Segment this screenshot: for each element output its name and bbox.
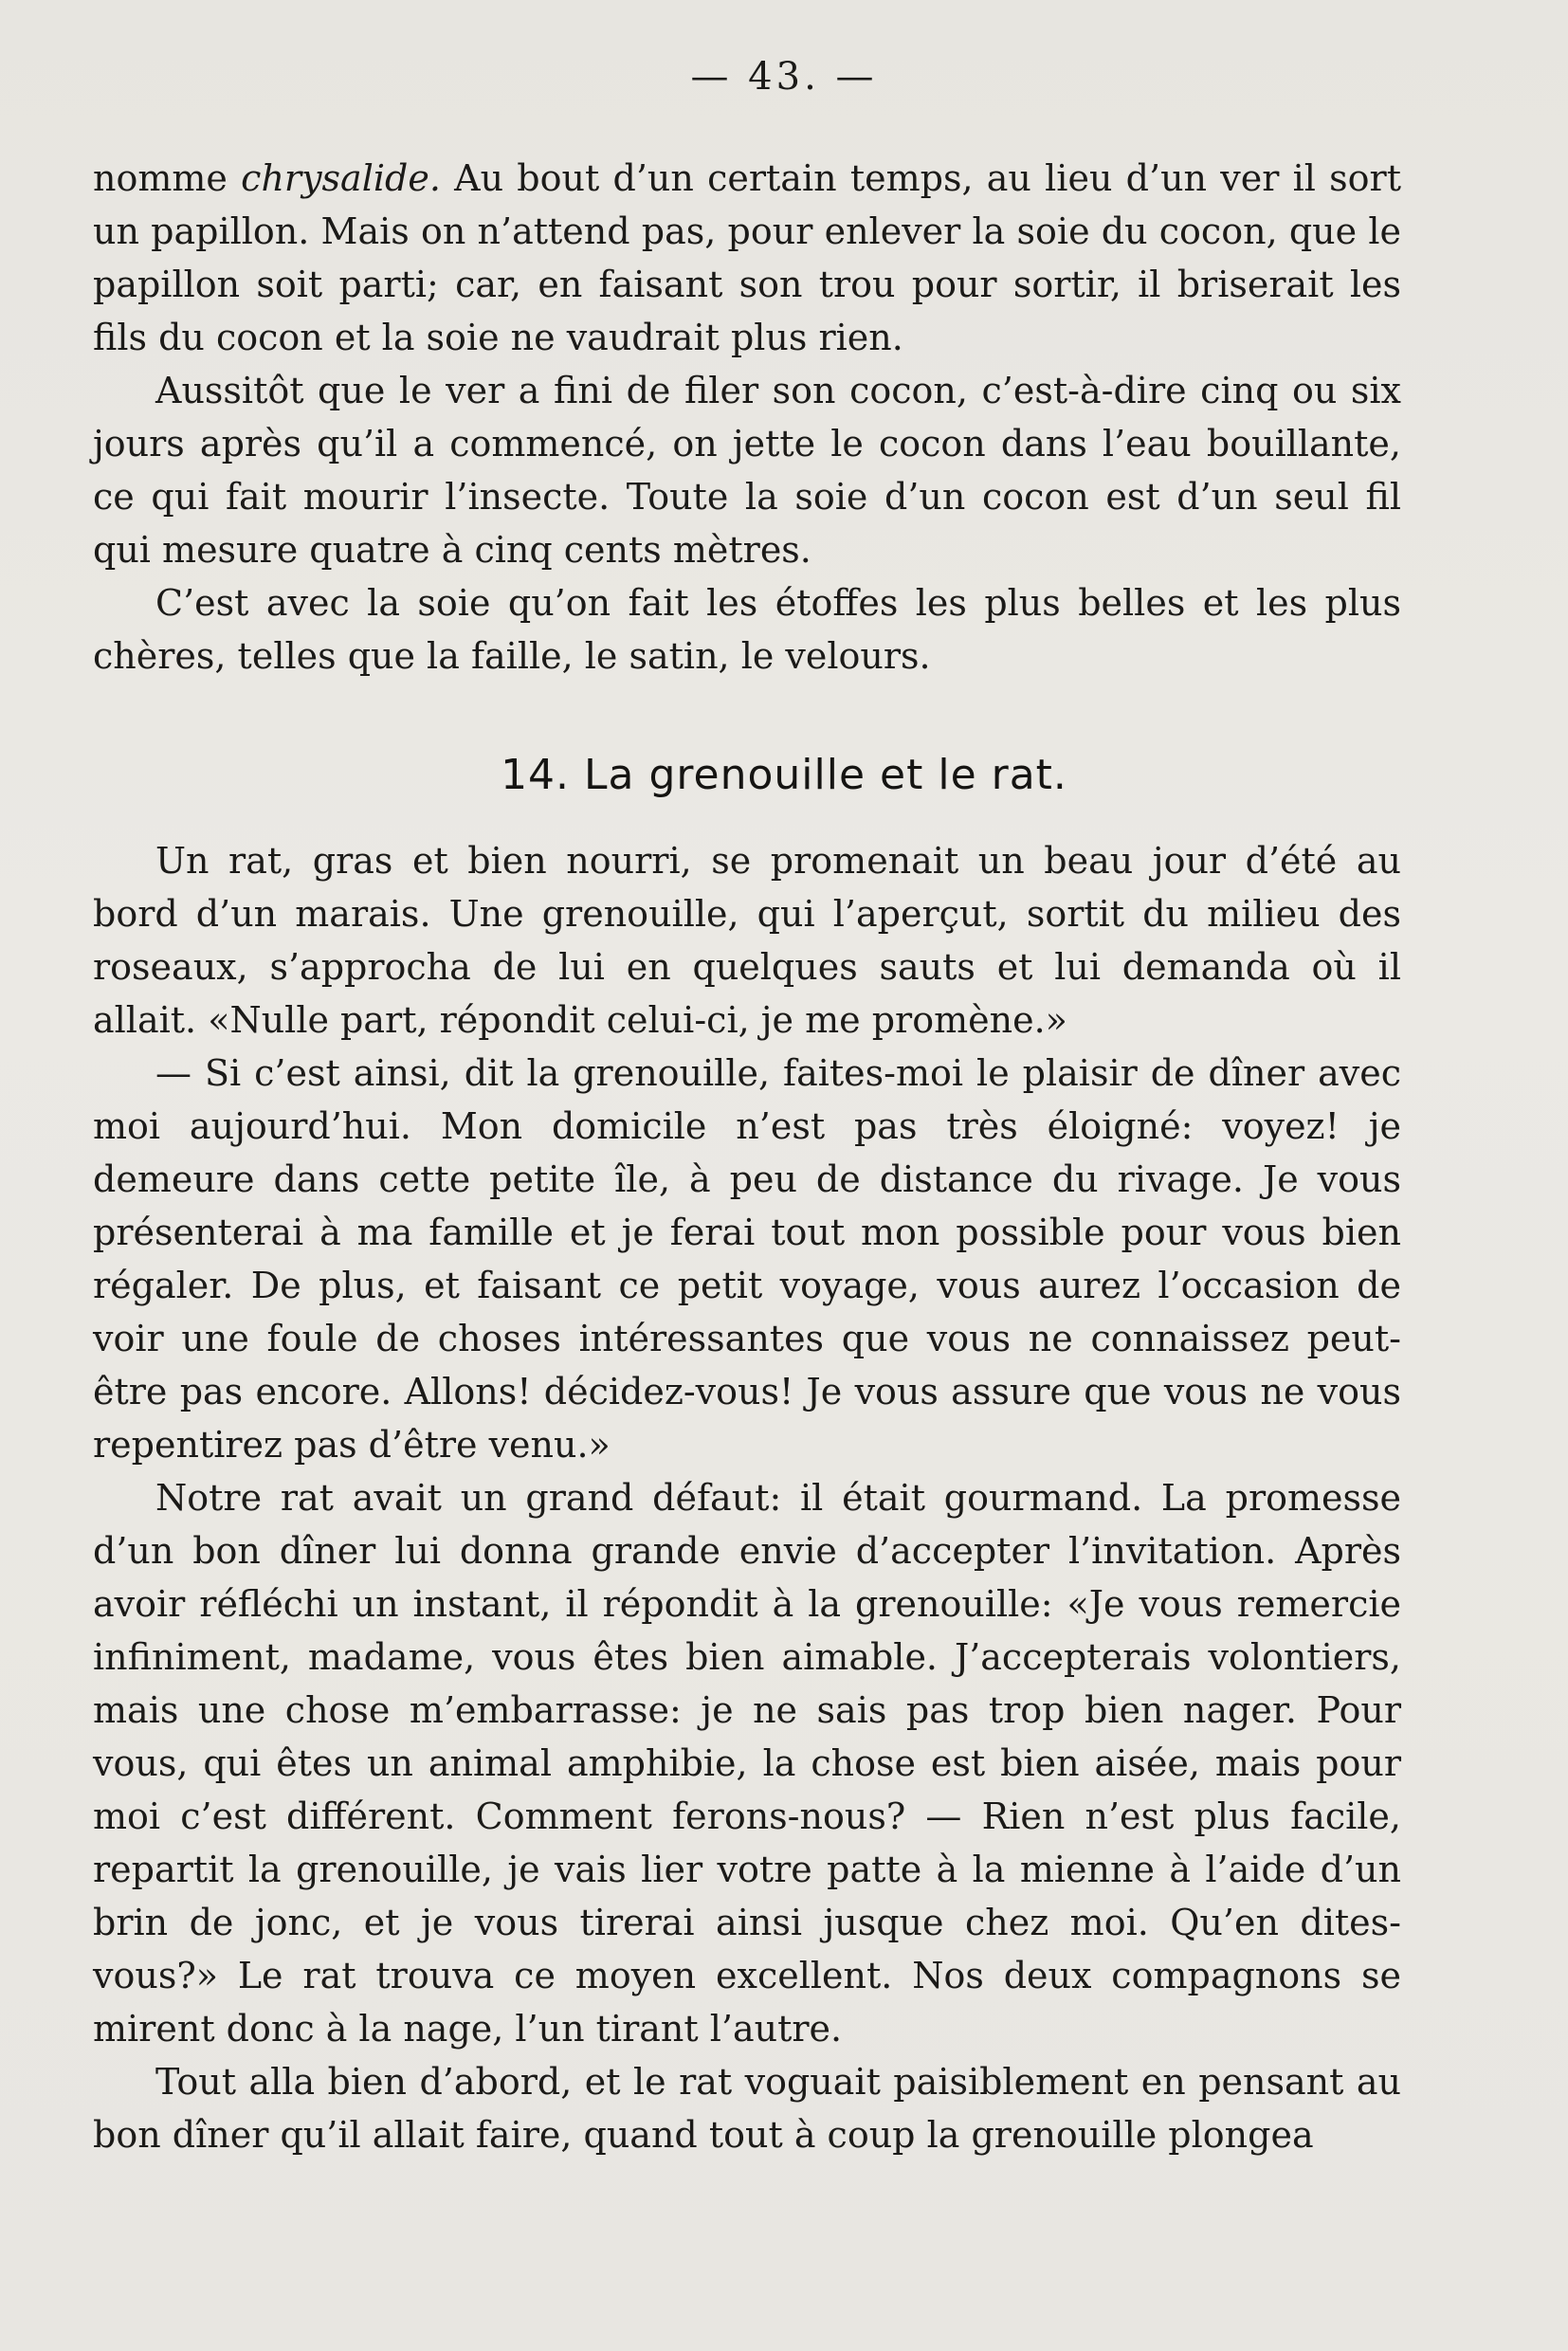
- paragraph: Aussitôt que le ver a fini de filer son cocon, c’est-à-dire cinq ou six jours après qu’il a commencé, on jette le cocon dans l’eau bouillante, ce qui fait mourir l’insecte. Toute la soie d’un cocon est d’un seul fil qui mesure quatre à cinq cents mètres.: [93, 370, 1401, 571]
- paragraph: Un rat, gras et bien nourri, se promenait un beau jour d’été au bord d’un marais. Une grenouille, qui l’aperçut, sortit du milieu des roseaux, s’approcha de lui en quelques sauts et lui demanda où il allait. «Nulle part, répondit celui-ci, je me promène.»: [93, 840, 1401, 1041]
- text-run: nomme: [93, 157, 242, 199]
- story-text: [93, 834, 1401, 2161]
- page-number: — 43. —: [690, 55, 878, 99]
- italic-term: chrysalide.: [241, 157, 441, 199]
- paragraph: Notre rat avait un grand défaut: il était gourmand. La promesse d’un bon dîner lui donna grande envie d’accepter l’invitation. Après avoir réfléchi un instant, il répondit à la grenouille: «Je vous remercie infiniment, madame, vous êtes bien aimable. J’accepterais volontiers, mais une chose m’embarrasse: je ne sais pas trop bien nager. Pour vous, qui êtes un animal amphibie, la chose est bien aisée, mais pour moi c’est différent. Comment ferons-nous? — Rien n’est plus facile, repartit la grenouille, je vais lier votre patte à la mienne à l’aide d’un brin de jonc, et je vous tirerai ainsi jusque chez moi. Qu’en dites-vous?» Le rat trouva ce moyen excellent. Nos deux compagnons se mirent donc à la nage, l’un tirant l’autre.: [93, 1477, 1401, 2050]
- paragraph: Tout alla bien d’abord, et le rat voguait paisiblement en pensant au bon dîner qu’il allait faire, quand tout à coup la grenouille plongea: [93, 2061, 1401, 2156]
- intro-text: [93, 152, 1401, 683]
- paragraph: — Si c’est ainsi, dit la grenouille, faites-moi le plaisir de dîner avec moi aujourd’hui. Mon domicile n’est pas très éloigné: voyez! je demeure dans cette petite île, à peu de distance du rivage. Je vous présenterai à ma famille et je ferai tout mon possible pour vous bien régaler. De plus, et faisant ce petit voyage, vous aurez l’occasion de voir une foule de choses intéressantes que vous ne connaissez peut-être pas encore. Allons! décidez-vous! Je vous assure que vous ne vous repentirez pas d’être venu.»: [93, 1052, 1401, 1466]
- text-run: Au bout d’un certain temps, au lieu d’un ver il sort un papillon. Mais on n’attend pas, pour enlever la soie du cocon, que le papillon soit parti; car, en faisant son trou pour sortir, il briserait les fils du cocon et la soie ne vaudrait plus rien.: [93, 157, 1401, 358]
- paragraph: C’est avec la soie qu’on fait les étoffes les plus belles et les plus chères, telles que la faille, le satin, le velours.: [93, 582, 1401, 677]
- paragraph: [93, 152, 1401, 364]
- section-heading: 14. La grenouille et le rat.: [501, 751, 1067, 799]
